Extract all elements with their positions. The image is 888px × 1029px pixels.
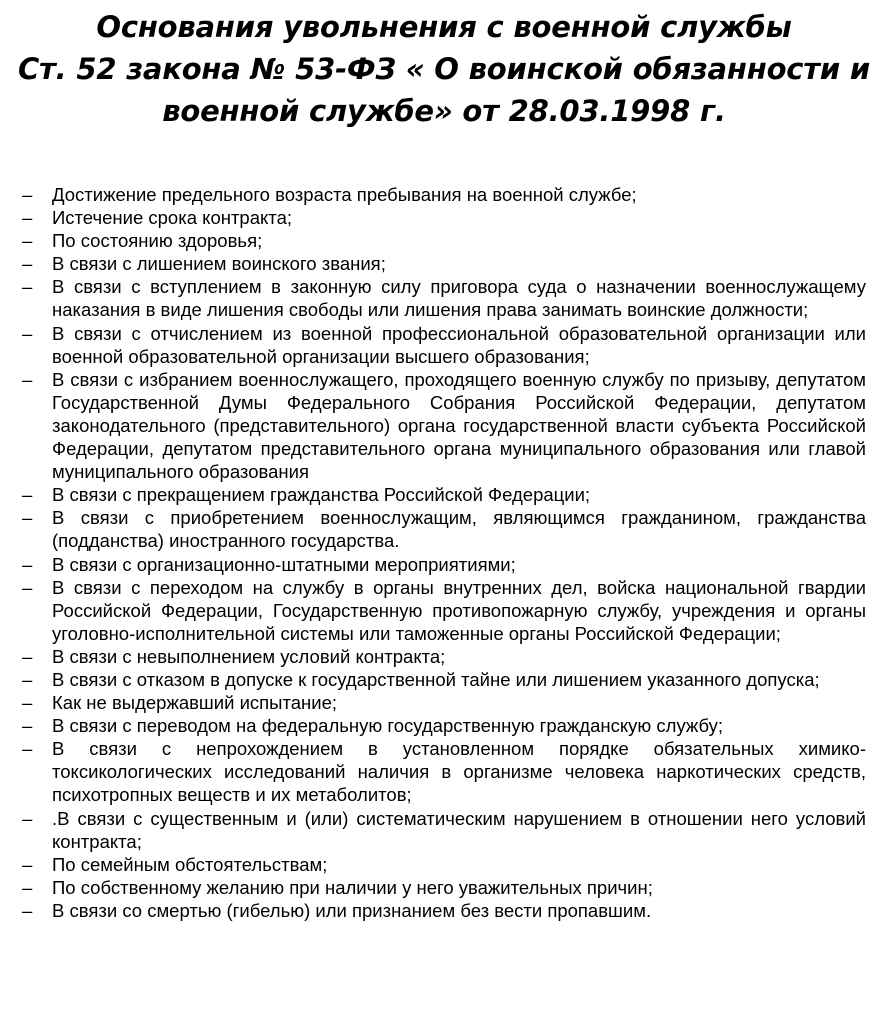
title-line-3: военной службе» от 28.03.1998 г.	[162, 94, 726, 128]
dash-bullet-icon: –	[22, 253, 33, 275]
list-item	[0, 807, 888, 853]
list-item-text: В связи с организационно-штатными мероприятиями;	[52, 553, 516, 575]
dash-bullet-icon: –	[22, 507, 33, 529]
dash-bullet-icon: –	[22, 692, 33, 714]
dash-bullet-icon: –	[22, 276, 33, 298]
list-item-text: В связи с переходом на службу в органы внутренних дел, войска национальной гвардии Российской Федерации, Государственную противопожарную службу, учреждения и органы уголовно-исполнительной системы или таможенные органы Российской Федерации;	[52, 576, 866, 644]
list-item	[0, 668, 888, 691]
list-item-text: В связи с невыполнением условий контракта;	[52, 645, 446, 667]
list-item	[0, 506, 888, 552]
list-item	[0, 737, 888, 806]
list-item-text: В связи с избранием военнослужащего, проходящего военную службу по призыву, депутатом Государственной Думы Федерального Собрания Российской Федерации, депутатом законодательного (представительного) органа государственной власти субъекта Российской Федерации, депутатом представительного органа муниципального образования или главой муниципального образования	[52, 368, 866, 483]
page-title	[0, 0, 888, 132]
dash-bullet-icon: –	[22, 645, 33, 667]
list-item	[0, 576, 888, 645]
list-item	[0, 691, 888, 714]
dash-bullet-icon: –	[22, 715, 33, 737]
list-item	[0, 252, 888, 275]
dismissal-grounds-list	[0, 183, 888, 922]
list-item-text: В связи с непрохождением в установленном порядке обязательных химико-токсикологических исследований наличия в организме человека наркотических средств, психотропных веществ и их метаболитов;	[52, 738, 866, 806]
dash-bullet-icon: –	[22, 484, 33, 506]
list-item	[0, 229, 888, 252]
dash-bullet-icon: –	[22, 899, 33, 921]
dash-bullet-icon: –	[22, 668, 33, 690]
list-item-text: Истечение срока контракта;	[52, 207, 293, 229]
list-item-text: В связи с отчислением из военной профессиональной образовательной организации или военной образовательной организации высшего образования;	[52, 322, 866, 367]
dash-bullet-icon: –	[22, 207, 33, 229]
list-item-text: По семейным обстоятельствам;	[52, 853, 328, 875]
list-item-text: .В связи с существенным и (или) систематическим нарушением в отношении него условий контракта;	[52, 807, 866, 852]
list-item-text: В связи со смертью (гибелью) или признанием без вести пропавшим.	[52, 899, 652, 921]
list-item	[0, 714, 888, 737]
dash-bullet-icon: –	[22, 230, 33, 252]
dash-bullet-icon: –	[22, 853, 33, 875]
dash-bullet-icon: –	[22, 876, 33, 898]
dash-bullet-icon: –	[22, 576, 33, 598]
dash-bullet-icon: –	[22, 553, 33, 575]
list-item-text: Достижение предельного возраста пребывания на военной службе;	[52, 184, 637, 205]
title-line-2: Ст. 52 закона № 53-ФЗ « О воинской обязанности и	[17, 52, 871, 86]
dash-bullet-icon: –	[22, 738, 33, 760]
title-line-1: Основания увольнения с военной службы	[96, 10, 792, 44]
list-item	[0, 206, 888, 229]
list-item-text: В связи с прекращением гражданства Российской Федерации;	[52, 484, 591, 506]
list-item	[0, 322, 888, 368]
list-item-text: По собственному желанию при наличии у него уважительных причин;	[52, 876, 653, 898]
list-item	[0, 275, 888, 321]
list-item	[0, 183, 888, 206]
list-item-text: Как не выдержавший испытание;	[52, 692, 338, 714]
list-item	[0, 368, 888, 483]
dash-bullet-icon: –	[22, 368, 33, 390]
list-item	[0, 645, 888, 668]
list-item	[0, 899, 888, 922]
list-item-text: По состоянию здоровья;	[52, 230, 263, 252]
list-item-text: В связи с приобретением военнослужащим, являющимся гражданином, гражданства (подданства) иностранного государства.	[52, 507, 866, 552]
list-item	[0, 483, 888, 506]
dash-bullet-icon: –	[22, 807, 33, 829]
list-item	[0, 553, 888, 576]
list-item-text: В связи с лишением воинского звания;	[52, 253, 386, 275]
list-item-text: В связи с переводом на федеральную государственную гражданскую службу;	[52, 715, 724, 737]
list-item	[0, 876, 888, 899]
dash-bullet-icon: –	[22, 184, 33, 205]
list-item	[0, 853, 888, 876]
dash-bullet-icon: –	[22, 322, 33, 344]
list-item-text: В связи с отказом в допуске к государственной тайне или лишением указанного допуска;	[52, 668, 820, 690]
list-item-text: В связи с вступлением в законную силу приговора суда о назначении военнослужащему наказания в виде лишения свободы или лишения права занимать воинские должности;	[52, 276, 866, 321]
